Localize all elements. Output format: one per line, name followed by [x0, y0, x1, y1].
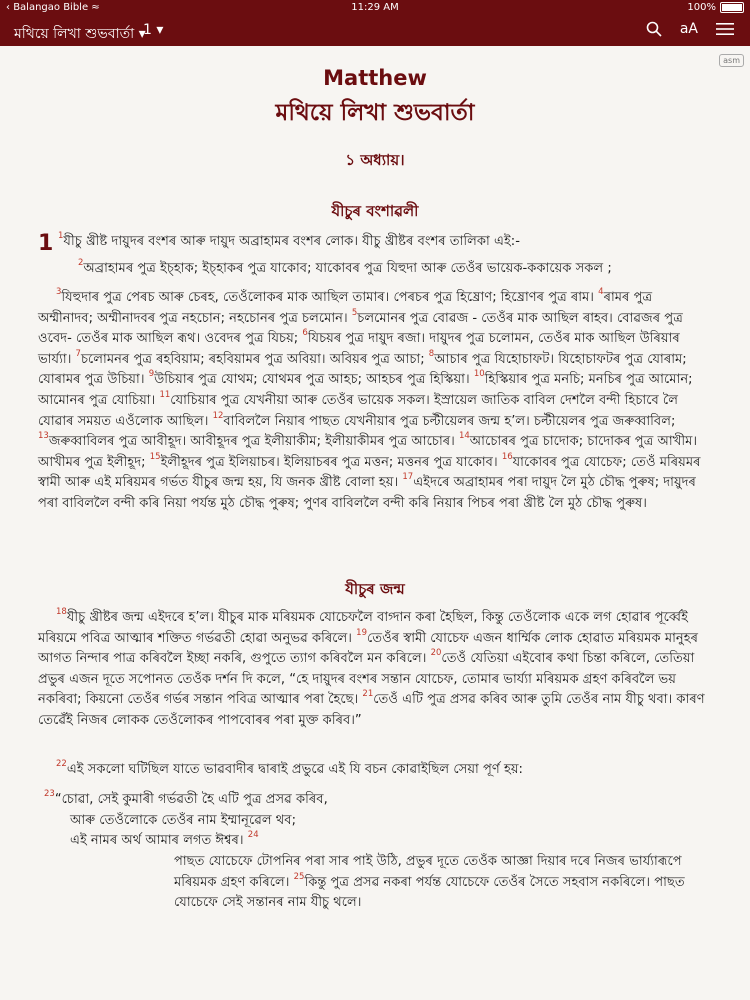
verse-24-25: পাছত যোচেফে টোপনিৰ পৰা সাৰ পাই উঠি, প্ৰভুৰ দূতে তেওঁক আজ্ঞা দিয়াৰ দৰে নিজৰ ভাৰ্য্যাৰূপে মৰিয়মক গ্ৰহণ কৰিলে। $^{25}$কিন্তু পুত্ৰ প্ৰসৱ নকৰা পৰ্যন্ত যোচেফে তেওঁৰ সৈতে সহবাস নকৰিলে। পাছত যোচেফে সেই সন্তানৰ নাম যীচু থলে।	[174, 854, 685, 911]
verse-22: $^{22}$এই সকলো ঘটিছিল যাতে ভাৱবাদীৰ দ্বাৰাই প্ৰভুৱে এই যি বচন কোৱাইছিল সেয়া পূৰ্ণ হয়:	[56, 759, 523, 777]
toolbar-icons	[646, 21, 734, 37]
chapter-heading: ১ অধ্যায়।	[345, 151, 405, 169]
menu-icon[interactable]	[716, 22, 734, 36]
section-heading-genealogy: যীচুৰ বংশাৱলী	[331, 202, 419, 220]
search-icon[interactable]	[646, 21, 662, 37]
text-size-icon[interactable]: aA	[679, 21, 698, 37]
battery-percent: 100%	[687, 2, 716, 13]
quote-line-2: আৰু তেওঁলোকে তেওঁৰ নাম ইম্মানূৱেল থব;	[70, 813, 296, 828]
quote-line-1: $^{23}$“চোৱা, সেই কুমাৰী গৰ্ভৱতী হৈ এটি পুত্ৰ প্ৰসৱ কৰিব,	[44, 789, 328, 807]
book-selector[interactable]: মথিয়ে লিখা শুভবাৰ্তা ▾	[14, 26, 146, 42]
carrier-name: Balangao Bible	[13, 2, 89, 13]
carrier-label: ‹ Balangao Bible ≈	[6, 2, 100, 13]
status-time: 11:29 AM	[351, 2, 399, 13]
battery-area	[687, 2, 744, 13]
battery-icon	[720, 2, 744, 13]
genealogy-paragraph: $^3$যিহুদাৰ পুত্ৰ পেৰচ আৰু চেৰহ, তেওঁলোকৰ মাক আছিল তামাৰ। পেৰচৰ পুত্ৰ হিষ্ৰোণ; হিষ্ৰোণৰ পুত্ৰ ৰাম। $^4$ৰামৰ পুত্ৰ অম্মীনাদব; অম্মীনাদবৰ পুত্ৰ নহচোন; নহচোনৰ পুত্ৰ চলমোন। $^5$চলমোনৰ পুত্ৰ বোৱজ - তেওঁৰ মাক আছিল ৰাহব। বোৱজৰ পুত্ৰ ওবেদ- তেওঁৰ মাক আছিল ৰূথ। ওবেদৰ পুত্ৰ যিচয়; $^6$যিচয়ৰ পুত্ৰ দায়ুদ ৰজা। দায়ুদৰ পুত্ৰ চলোমন, তেওঁৰ মাক আছিল উৰিয়াৰ ভাৰ্য্যা। $^7$চলোমনৰ পুত্ৰ ৰহবিয়াম; ৰহবিয়ামৰ পুত্ৰ অবিয়া। অবিয়ৰ পুত্ৰ আচা; $^8$আচাৰ পুত্ৰ যিহোচাফট। যিহোচাফটৰ পুত্ৰ যোৰাম; যোৰামৰ পুত্ৰ উচিয়া। $^9$উচিয়াৰ পুত্ৰ যোথম; যোথমৰ পুত্ৰ আহচ; আহচৰ পুত্ৰ হিস্কিয়া। $^{10}$হিস্কিয়াৰ পুত্ৰ মনচি; মনচিৰ পুত্ৰ আমোন; আমোনৰ পুত্ৰ যোচিয়া। $^{11}$যোচিয়াৰ পুত্ৰ যেখনীয়া আৰু তেওঁৰ ভায়েক সকল। ইস্ৰায়েল জাতিক বাবিল দেশলৈ বন্দী হিচাবে লৈ যোৱাৰ সময়ত এওঁলোক আছিল। $^{12}$বাবিললৈ নিয়াৰ পাছত যেখনীয়াৰ পুত্ৰ চল্টীয়েলৰ জন্ম হ’ল। চল্টীয়েলৰ পুত্ৰ জৰুব্বাবিল; $^{13}$জৰুব্বাবিলৰ পুত্ৰ আবীহূদ। আবীহূদৰ পুত্ৰ ইলীয়াকীম; ইলীয়াকীমৰ পুত্ৰ আচোৰ। $^{14}$আচোৰৰ পুত্ৰ চাদোক; চাদোকৰ পুত্ৰ আখীম। আখীমৰ পুত্ৰ ইলীহূদ; $^{15}$ইলীহূদৰ পুত্ৰ ইলিয়াচৰ। ইলিয়াচৰৰ পুত্ৰ মত্তন; মত্তনৰ পুত্ৰ যাকোব। $^{16}$যাকোবৰ পুত্ৰ যোচেফ; তেওঁ মৰিয়মৰ স্বামী আৰু এই মৰিয়মৰ গৰ্ভত যীচুৰ জন্ম হয়, যি জনক খ্ৰীষ্ট বোলা হয়। $^{17}$এইদৰে অব্ৰাহামৰ পৰা দায়ুদ লৈ মুঠ চৌদ্ধ পুৰুষ; দায়ুদৰ পৰা বাবিললৈ বন্দী কৰি নিয়া পৰ্যন্ত মুঠ চৌদ্ধ পুৰুষ; পুণৰ বাবিললৈ বন্দী কৰি নিয়াৰ পিচৰ পৰা খ্ৰীষ্ট লৈ মুঠ চৌদ্ধ পুৰুষ।	[38, 287, 701, 511]
verse-1: $^1$যীচু খ্ৰীষ্ট দায়ুদৰ বংশৰ আৰু দায়ুদ অব্ৰাহামৰ বংশৰ লোক। যীচু খ্ৰীষ্টৰ বংশৰ তালিকা এই:-	[58, 231, 520, 249]
chapter-number: 1	[38, 231, 54, 256]
verse-2: $^2$অব্ৰাহামৰ পুত্ৰ ইচ্হাক; ইচ্হাকৰ পুত্ৰ যাকোব; যাকোবৰ পুত্ৰ যিহুদা আৰু তেওঁৰ ভায়েক-ককায়েক সকল ;	[78, 258, 612, 276]
top-toolbar	[0, 16, 750, 46]
language-badge[interactable]: asm	[719, 54, 744, 67]
quote-line-3: এই নামৰ অৰ্থ আমাৰ লগত ঈশ্বৰ। $^{24}$	[70, 830, 259, 848]
section-heading-birth: যীচুৰ জন্ম	[345, 580, 405, 598]
book-title-english: Matthew	[323, 66, 427, 90]
chapter-selector[interactable]: 1 ▾	[143, 22, 164, 38]
reading-pane[interactable]	[0, 46, 750, 1000]
wifi-icon: ≈	[91, 2, 100, 13]
book-title-assamese: মথিয়ে লিখা শুভবাৰ্তা	[275, 100, 475, 126]
verse-number: 1	[58, 231, 64, 241]
status-bar	[0, 0, 750, 16]
birth-paragraph: $^{18}$যীচু খ্ৰীষ্টৰ জন্ম এইদৰে হ’ল। যীচুৰ মাক মৰিয়মক যোচেফলৈ বাগ্দান কৰা হৈছিল, কিন্তু তেওঁলোক একে লগ হোৱাৰ পূৰ্ব্বেই মৰিয়মে পবিত্ৰ আত্মাৰ শক্তিত গৰ্ভৱতী হোৱা অনুভৱ কৰিলে। $^{19}$তেওঁৰ স্বামী যোচেফ এজন ধাৰ্ম্মিক লোক হোৱাত মৰিয়মক মানুহৰ আগত নিন্দাৰ পাত্ৰ কৰিবলৈ ইচ্ছা নকৰি, গুপুতে ত্যাগ কৰিবলৈ মন কৰিলে। $^{20}$তেওঁ যেতিয়া এইবোৰ কথা চিন্তা কৰিলে, তেতিয়া প্ৰভুৰ এজন দূতে সপোনত তেওঁক দৰ্শন দি কলে, “হে দায়ুদৰ বংশৰ সন্তান যোচেফ, তোমাৰ ভাৰ্য্যা মৰিয়মক গ্ৰহণ কৰিবলৈ ভয় নকৰিবা; কিয়নো তেওঁৰ গৰ্ভৰ সন্তান পবিত্ৰ আত্মাৰ পৰা হৈছে। $^{21}$তেওঁ এটি পুত্ৰ প্ৰসৱ কৰিব আৰু তুমি তেওঁৰ নাম যীচু থবা। কাৰণ তেৱেঁই নিজৰ লোকক তেওঁলোকৰ পাপবোৰৰ পৰা মুক্ত কৰিব।”	[38, 607, 705, 728]
verse-number: 2	[78, 258, 84, 268]
